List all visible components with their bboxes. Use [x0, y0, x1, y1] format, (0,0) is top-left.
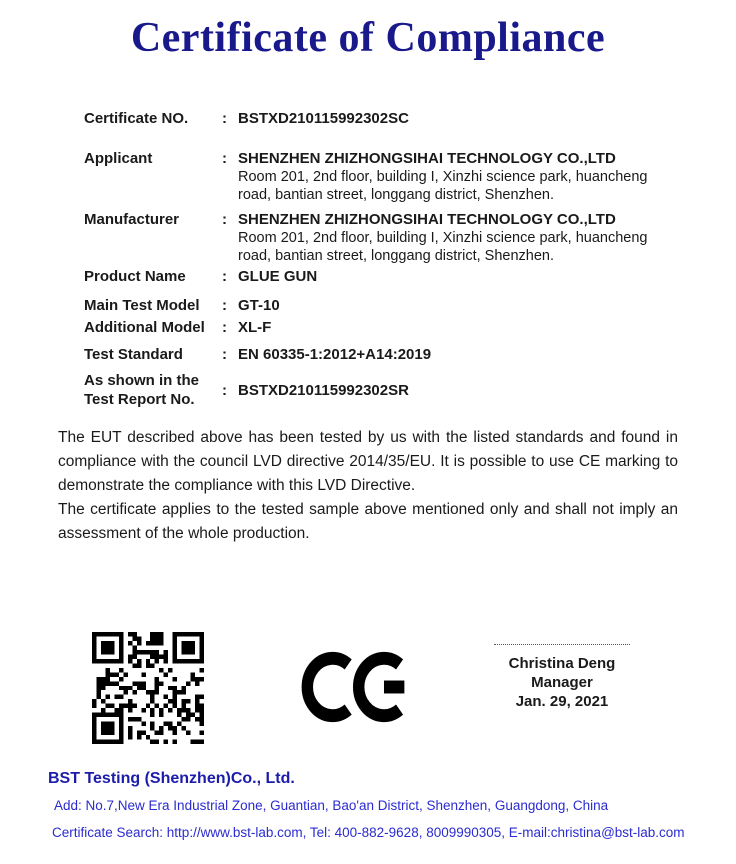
qr-code-icon [92, 632, 204, 744]
field-label: Applicant [84, 150, 153, 167]
field-label: Product Name [84, 268, 186, 285]
signature-block [470, 638, 654, 711]
field-address: Room 201, 2nd floor, building I, Xinzhi science park, huancheng road, bantian street, longgang district, Shenzhen. [238, 169, 648, 203]
footer-company-name: BST Testing (Shenzhen)Co., Ltd. [48, 770, 295, 787]
statement-paragraph-1: The EUT described above has been tested by us with the listed standards and found in compliance with the council LVD directive 2014/35/EU. It is possible to use CE marking to demonstrate the compliance with this LVD Directive. [58, 429, 678, 494]
signatory-name: Christina Deng [508, 655, 616, 672]
footer-email-link[interactable]: christina@bst-lab.com [550, 825, 685, 840]
field-row [84, 371, 672, 409]
field-value-block [238, 149, 672, 204]
signature-date: Jan. 29, 2021 [515, 693, 609, 710]
field-row [84, 267, 672, 286]
field-value: SHENZHEN ZHIZHONGSIHAI TECHNOLOGY CO.,LTD [238, 211, 616, 228]
footer-contact-line [52, 825, 708, 840]
field-colon: : [222, 381, 227, 399]
field-label: Additional Model [84, 319, 205, 336]
footer [48, 770, 708, 840]
certificate-search-link[interactable]: http://www.bst-lab.com [166, 825, 303, 840]
field-value: BSTXD210115992302SC [238, 110, 409, 127]
field-row [84, 296, 672, 315]
field-value: GLUE GUN [238, 268, 318, 285]
field-label: Test Standard [84, 346, 183, 363]
field-address: Room 201, 2nd floor, building I, Xinzhi science park, huancheng road, bantian street, longgang district, Shenzhen. [238, 230, 648, 264]
field-row [84, 210, 672, 265]
field-value: EN 60335-1:2012+A14:2019 [238, 346, 432, 363]
field-value-block [238, 296, 672, 315]
field-value: GT-10 [238, 297, 280, 314]
field-colon: : [222, 319, 227, 336]
field-colon: : [222, 268, 227, 285]
field-colon: : [222, 346, 227, 363]
statement-paragraph-2: The certificate applies to the tested sample above mentioned only and shall not imply an assessment of the whole production. [58, 501, 678, 542]
field-row [84, 345, 672, 364]
footer-address: Add: No.7,New Era Industrial Zone, Guantian, Bao'an District, Shenzhen, Guangdong, China [54, 798, 609, 813]
field-value-block [238, 210, 672, 265]
field-label: As shown in the Test Report No. [84, 372, 200, 408]
certificate-fields [84, 109, 672, 409]
field-row [84, 318, 672, 337]
field-colon: : [222, 297, 227, 314]
compliance-statement [58, 426, 678, 546]
field-label: Main Test Model [84, 297, 200, 314]
field-row [84, 109, 672, 128]
signatory-role: Manager [531, 674, 593, 691]
field-colon: : [222, 211, 227, 228]
field-label: Certificate NO. [84, 110, 189, 127]
field-value-block [238, 318, 672, 337]
field-row [84, 149, 672, 204]
field-value: SHENZHEN ZHIZHONGSIHAI TECHNOLOGY CO.,LTD [238, 150, 616, 167]
signature-dotted-line [494, 638, 630, 645]
field-value: XL-F [238, 319, 272, 336]
field-value-block [238, 345, 672, 364]
certificate-title: Certificate of Compliance [130, 15, 606, 61]
certificate-search-label: Certificate Search: [52, 825, 167, 840]
footer-tel-text: , Tel: 400-882-9628, 8009990305, E-mail: [302, 825, 551, 840]
field-colon: : [222, 150, 227, 167]
field-label: Manufacturer [84, 211, 180, 228]
field-value: BSTXD210115992302SR [238, 381, 409, 399]
field-colon: : [222, 110, 227, 127]
field-value-block [238, 267, 672, 286]
field-value-block [238, 381, 672, 400]
ce-mark-icon [300, 650, 406, 729]
field-value-block [238, 109, 672, 128]
